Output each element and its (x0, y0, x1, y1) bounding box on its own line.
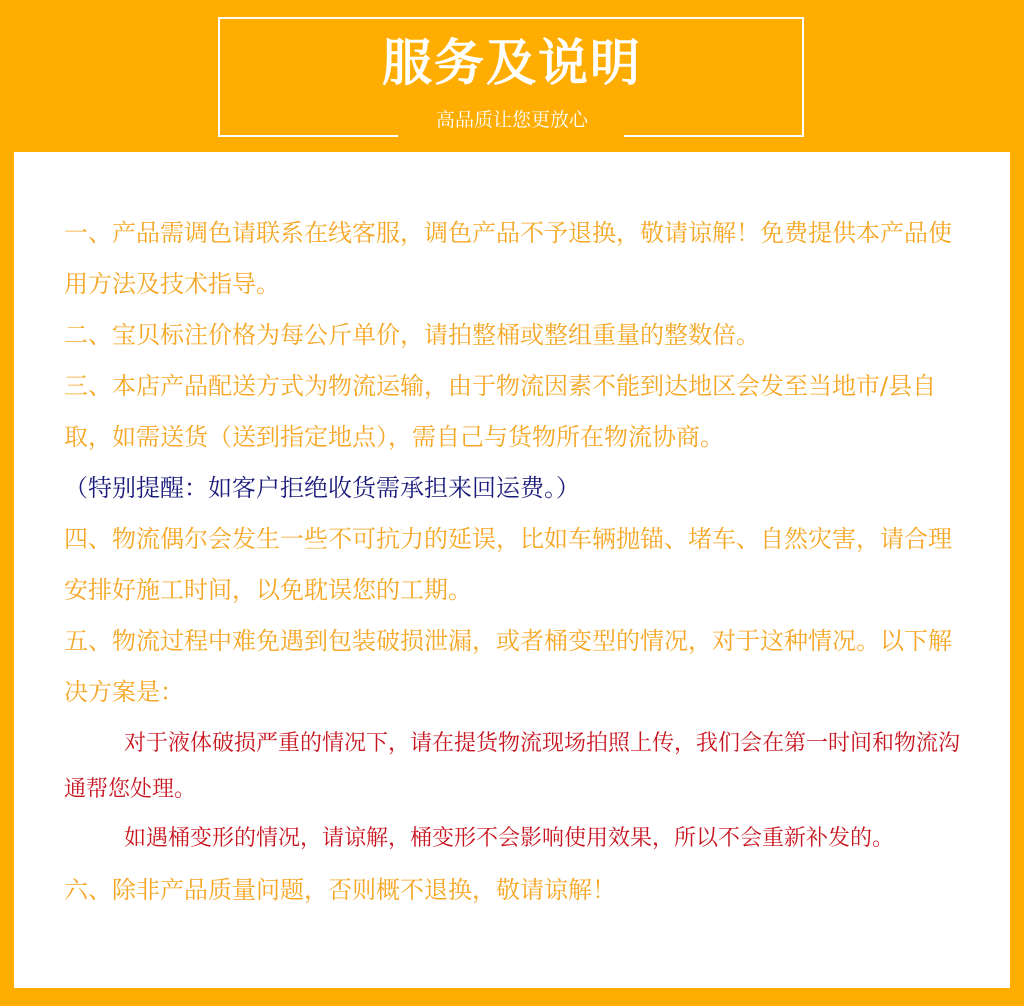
note-item-5-solution-2: 如遇桶变形的情况，请谅解，桶变形不会影响使用效果，所以不会重新补发的。 (124, 826, 895, 851)
note-item-2: 二、宝贝标注价格为每公斤单价，请拍整桶或整组重量的整数倍。 (64, 321, 760, 349)
note-item-3: 三、本店产品配送方式为物流运输，由于物流因素不能到达地区会发至当地市/县自取，如需送货（送到指定地点），需自己与货物所在物流协商。 (64, 372, 937, 451)
page-subtitle: 高品质让您更放心 (435, 109, 588, 131)
note-item-3-reminder: （特别提醒：如客户拒绝收货需承担来回运费。） (64, 474, 580, 502)
note-item-1: 一、产品需调色请联系在线客服，调色产品不予退换，敬请谅解！免费提供本产品使用方法及技术指导。 (64, 219, 952, 298)
page-title: 服务及说明 (382, 34, 642, 92)
service-notes (64, 208, 966, 916)
note-item-6: 六、除非产品质量问题，否则概不退换，敬请谅解！ (64, 876, 616, 904)
frame-bottom-right-line (624, 135, 804, 137)
content-panel (14, 152, 1010, 988)
note-item-5: 五、物流过程中难免遇到包装破损泄漏，或者桶变型的情况，对于这种情况。以下解决方案是： (64, 627, 952, 706)
note-item-4: 四、物流偶尔会发生一些不可抗力的延误，比如车辆抛锚、堵车、自然灾害，请合理安排好施工时间，以免耽误您的工期。 (64, 525, 952, 604)
frame-bottom-left-line (218, 135, 398, 137)
note-item-5-solution-1: 对于液体破损严重的情况下，请在提货物流现场拍照上传，我们会在第一时间和物流沟通帮您处理。 (64, 731, 961, 802)
frame-top-line (218, 17, 804, 19)
